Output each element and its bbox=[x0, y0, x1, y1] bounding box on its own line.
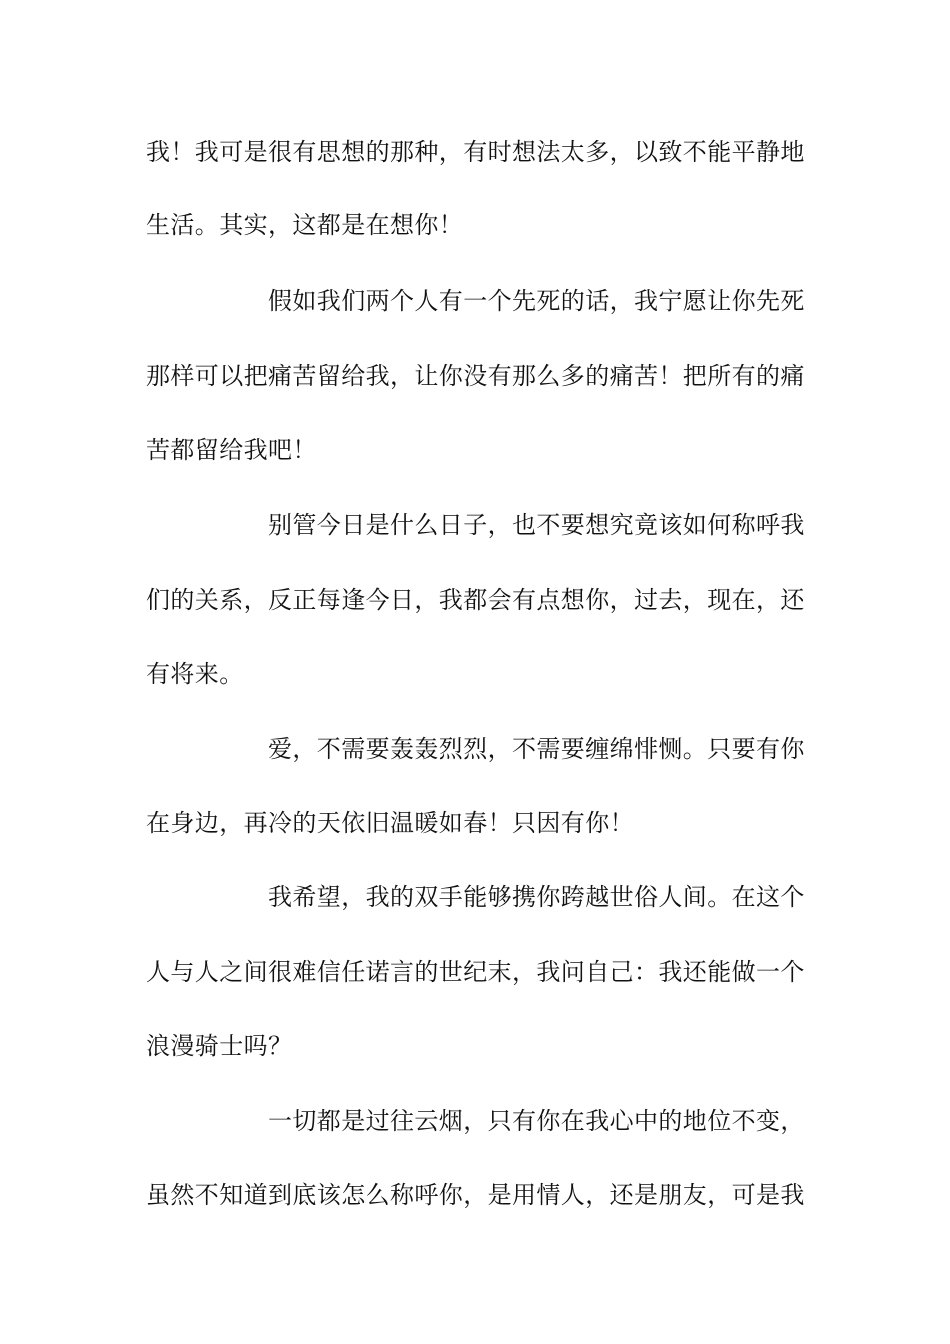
paragraph-first-line: 一切都是过往云烟，只有你在我心中的地位不变， bbox=[268, 1107, 805, 1135]
text-line: 生活。其实，这都是在想你！ bbox=[146, 211, 464, 239]
paragraph-first-line: 别管今日是什么日子，也不要想究竟该如何称呼我 bbox=[268, 511, 805, 539]
paragraph-first-line: 我希望，我的双手能够携你跨越世俗人间。在这个 bbox=[268, 883, 805, 911]
text-line: 有将来。 bbox=[146, 660, 244, 688]
paragraph-first-line: 假如我们两个人有一个先死的话，我宁愿让你先死 bbox=[268, 287, 805, 315]
text-line: 人与人之间很难信任诺言的世纪末，我问自己：我还能做一个 bbox=[146, 958, 805, 986]
paragraph-first-line: 爱，不需要轰轰烈烈，不需要缠绵悱恻。只要有你 bbox=[268, 735, 805, 763]
text-line: 们的关系，反正每逢今日，我都会有点想你，过去，现在，还 bbox=[146, 586, 805, 614]
text-line: 苦都留给我吧！ bbox=[146, 436, 317, 464]
text-line: 在身边，再冷的天依旧温暖如春！只因有你！ bbox=[146, 809, 634, 837]
text-line: 浪漫骑士吗？ bbox=[146, 1032, 293, 1060]
text-line: 虽然不知道到底该怎么称呼你，是用情人，还是朋友，可是我 bbox=[146, 1181, 805, 1209]
text-line: 那样可以把痛苦留给我，让你没有那么多的痛苦！把所有的痛 bbox=[146, 362, 805, 390]
text-line: 我！我可是很有思想的那种，有时想法太多，以致不能平静地 bbox=[146, 138, 805, 166]
